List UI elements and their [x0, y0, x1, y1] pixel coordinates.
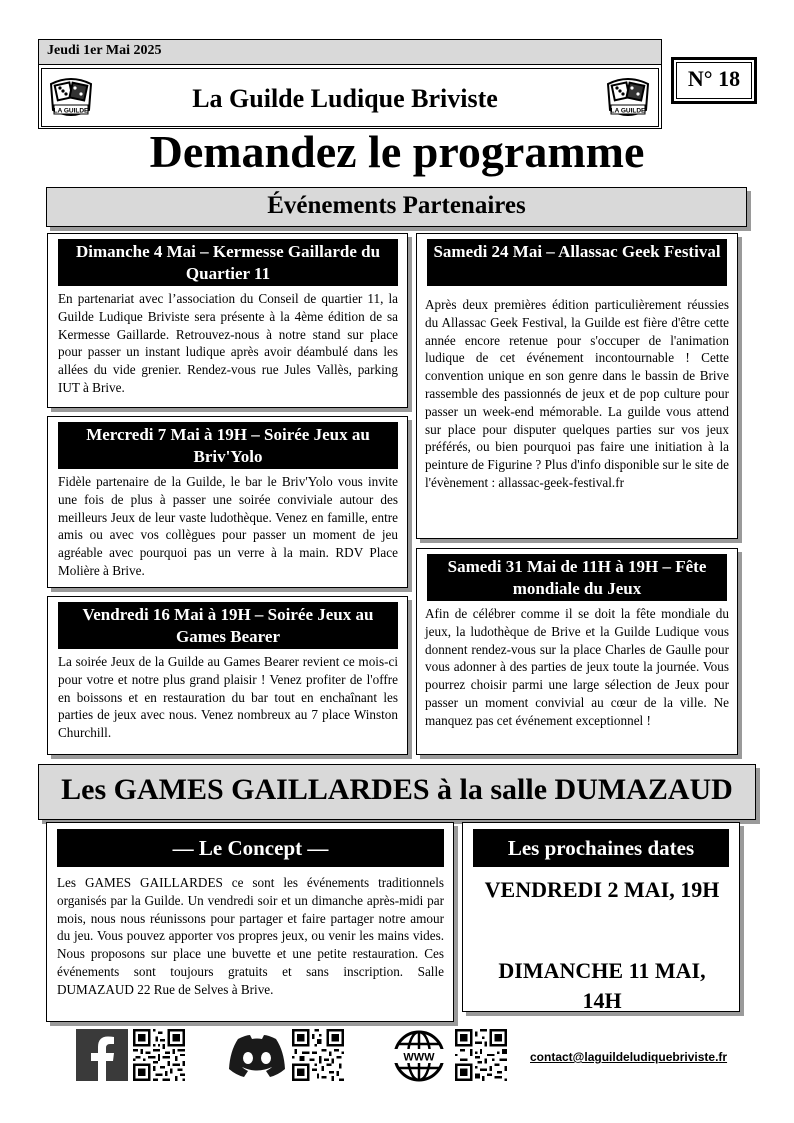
event-description: Afin de célébrer comme il se doit la fête mondiale du jeux, la ludothèque de Brive et la Guilde Ludique vous donnent rendez-vous sur la place Charles de Gaulle pour vous adonner à des parties de jeux toute la journée. Vous pourrez choisir parmi une large sélection de Jeux pour passer un moment convivial au cœur de la ville. Ne manquez pas cet événement exceptionnel !	[425, 606, 729, 728]
contact-email-link[interactable]: contact@laguildeludiquebriviste.fr	[530, 1050, 728, 1064]
logo-text: LA GUILDE	[610, 107, 646, 115]
event-description: Fidèle partenaire de la Guilde, le bar le Briv'Yolo vous invite une fois de plus à passer une soirée conviviale autour des meilleurs Jeux de leur vaste ludothèque. Venez en famille, entre amis ou avec vos collègues pour passer un moment de jeu agréable avec pourquoi pas un verre à la main. RDV Place Molière à Brive.	[58, 474, 398, 578]
event-card	[47, 596, 408, 755]
event-description: En partenariat avec l’association du Conseil de quartier 11, la Guilde Ludique Briviste sera présente à la 4ème édition de sa Kermesse Gaillarde. Retrouvez-nous à notre stand sur place pour passer un instant ludique après avoir déambulé dans les allées du vide grenier. Rendez-vous rue Jules Vallès, parking IUT à Brive.	[58, 291, 398, 395]
main-title: Demandez le programme	[149, 126, 645, 177]
issue-number-inner-frame	[676, 62, 752, 99]
next-date: DIMANCHE 11 MAI, 14H	[498, 958, 706, 1013]
event-title: Dimanche 4 Mai – Kermesse Gaillarde du Quartier 11	[58, 239, 398, 286]
guild-logo	[603, 72, 653, 122]
partner-events-heading: Événements Partenaires	[46, 187, 747, 227]
guild-logo	[46, 72, 96, 122]
discord-icon[interactable]	[226, 1033, 288, 1079]
games-gaillardes-heading: Les GAMES GAILLARDES à la salle DUMAZAUD	[38, 764, 756, 820]
website-qr-code	[455, 1029, 507, 1081]
event-description: Après deux premières édition particulièrement réussies du Allassac Geek Festival, la Guilde est fière d'être cette année encore retenue pour s'occuper de l'animation ludique de cet événement incontournable ! Cette convention unique en son genre dans le bassin de Brive rassemble des passionnés de jeux et de pop culture pour passer un week-end mémorable. La guilde vous attend sur place pour disputer quelques parties sur vos jeux préférés, ou bien pourquoi pas faire une initiation à la peinture de Figurine ? Plus d'info disponible sur le site de l'évènement : allassac-geek-festival.fr	[425, 297, 729, 490]
discord-qr-code	[292, 1029, 344, 1081]
concept-description: Les GAMES GAILLARDES ce sont les événements traditionnels organisés par la Guilde. Un vendredi soir et un dimanche après-midi par mois, nous nous réunissons pour partager et faire partager notre amour du jeu. Vous pouvez apporter vos propres jeux, ou venir les mains vides. Nous proposons sur place une buvette et une petite restauration. Ces événements sont toujours gratuits et sans inscription. Salle DUMAZAUD 22 Rue de Selves à Brive.	[57, 875, 444, 997]
event-description: La soirée Jeux de la Guilde au Games Bearer revient ce mois-ci pour votre et notre plus grand plaisir ! Venez profiter de l'offre en boissons et en restauration du bar tout en enchaînant les parties de jeux avec nous. Venez nombreux au 7 place Winston Churchill.	[58, 654, 398, 741]
next-date: VENDREDI 2 MAI, 19H	[484, 877, 720, 902]
issue-date: Jeudi 1er Mai 2025	[38, 39, 662, 65]
event-title: Vendredi 16 Mai à 19H – Soirée Jeux au Games Bearer	[58, 602, 398, 649]
concept-card	[46, 822, 454, 1022]
event-title: Samedi 24 Mai – Allassac Geek Festival	[427, 239, 727, 286]
facebook-qr-code	[133, 1029, 185, 1081]
event-card	[416, 233, 738, 539]
event-title: Samedi 31 Mai de 11H à 19H – Fête mondiale du Jeux	[427, 554, 727, 601]
event-card	[47, 416, 408, 588]
concept-title: — Le Concept —	[57, 829, 444, 867]
next-dates-card	[462, 822, 740, 1012]
issue-number-box	[671, 57, 757, 104]
event-card	[416, 548, 738, 755]
guild-name: La Guilde Ludique Briviste	[192, 84, 498, 113]
facebook-icon[interactable]	[76, 1029, 128, 1081]
next-dates-title: Les prochaines dates	[473, 829, 729, 867]
event-card	[47, 233, 408, 408]
www-globe-icon[interactable]	[392, 1029, 446, 1083]
globe-text: WWW	[403, 1051, 435, 1064]
issue-number: N° 18	[687, 66, 741, 91]
logo-text: LA GUILDE	[53, 107, 89, 115]
event-title: Mercredi 7 Mai à 19H – Soirée Jeux au Briv'Yolo	[58, 422, 398, 469]
